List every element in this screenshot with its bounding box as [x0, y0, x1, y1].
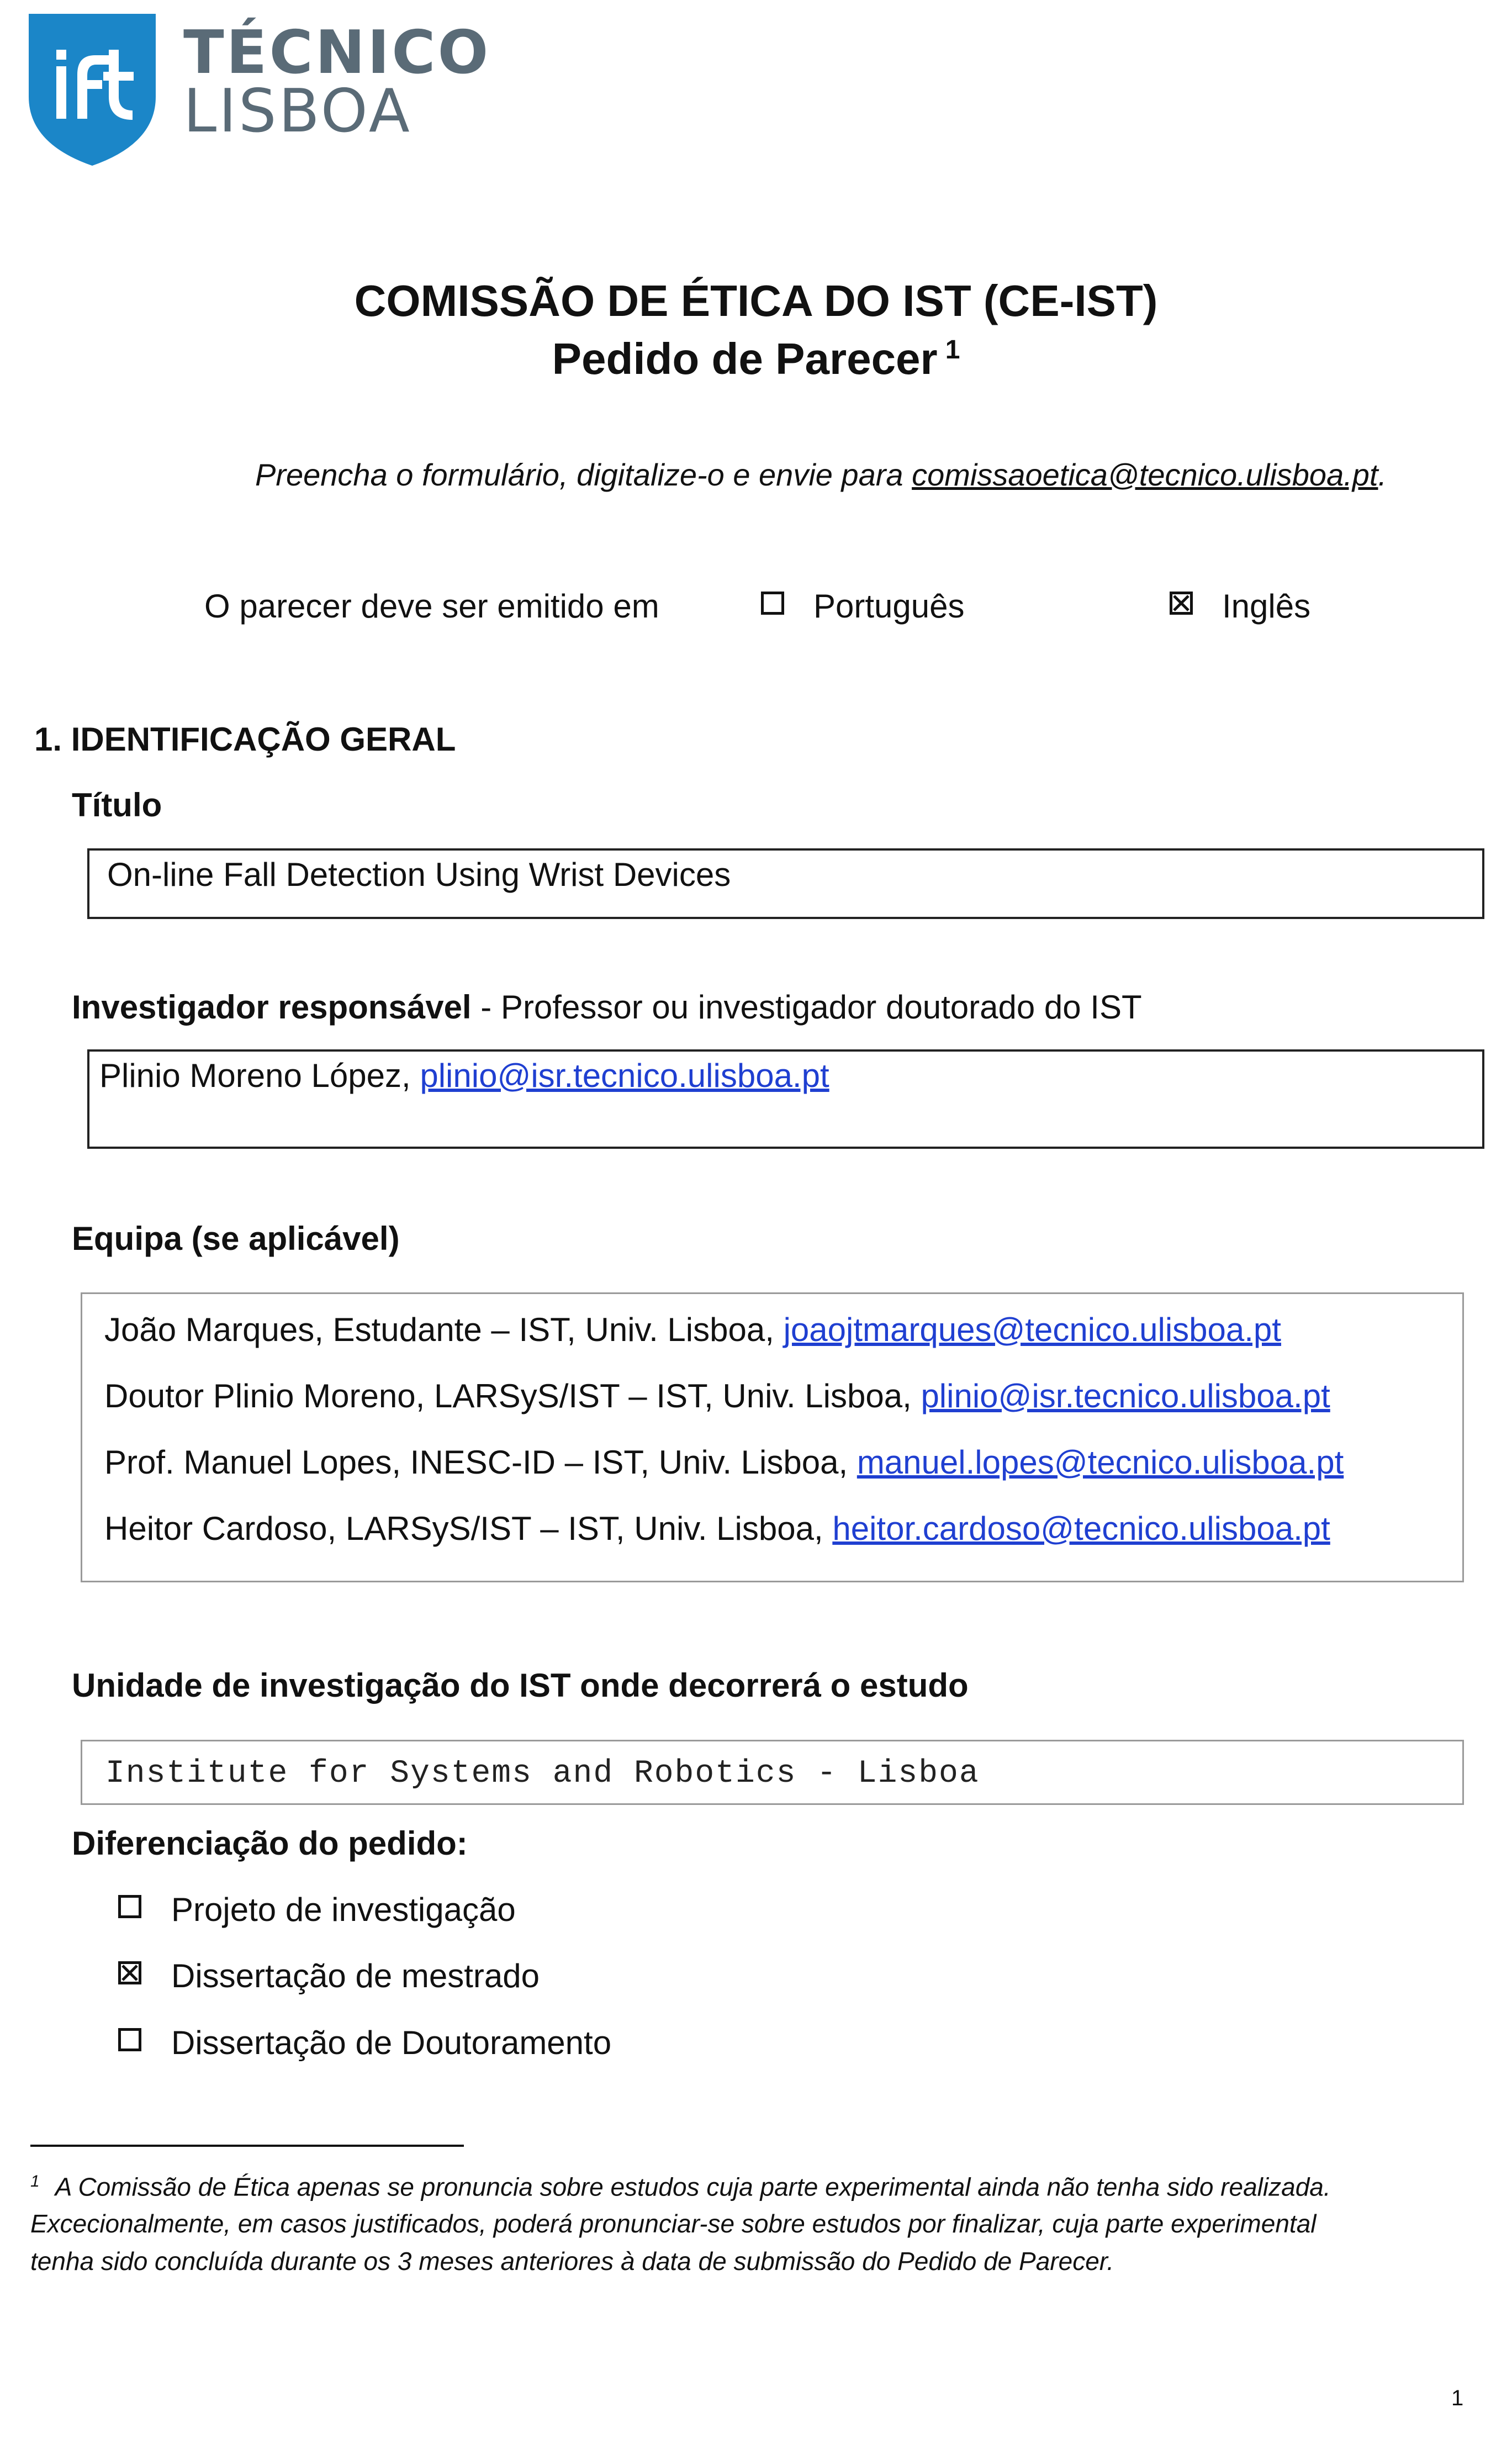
equipa-member — [104, 1313, 1281, 1347]
footnote-text1: A Comissão de Ética apenas se pronuncia sobre estudos cuja parte experimental ainda não tenha sido realizada. — [55, 2172, 1331, 2202]
investigador-name: Plinio Moreno López, — [99, 1057, 420, 1094]
investigador-label: Investigador responsável — [72, 989, 472, 1026]
projeto-checkbox[interactable] — [118, 1895, 141, 1918]
unidade-value: Institute for Systems and Robotics - Lisboa — [105, 1756, 980, 1792]
check-x-icon — [121, 1964, 139, 1982]
section-heading: 1. IDENTIFICAÇÃO GERAL — [34, 721, 456, 758]
footnote-line3: tenha sido concluída durante os 3 meses anteriores à data de submissão do Pedido de Parecer. — [30, 2247, 1114, 2276]
member-email-link[interactable]: heitor.cardoso@tecnico.ulisboa.pt — [832, 1510, 1330, 1547]
check-x-icon — [1172, 594, 1190, 612]
portugues-label: Português — [813, 588, 965, 625]
mestrado-checkbox[interactable] — [118, 1961, 141, 1984]
equipa-field[interactable] — [81, 1292, 1464, 1582]
footnote-line2: Excecionalmente, em casos justificados, poderá pronunciar-se sobre estudos por finalizar, cuja parte experimental — [30, 2209, 1317, 2238]
member-email-link[interactable]: manuel.lopes@tecnico.ulisboa.pt — [857, 1444, 1344, 1481]
titulo-value: On-line Fall Detection Using Wrist Devices — [107, 856, 731, 893]
equipa-member — [104, 1512, 1330, 1545]
titulo-field[interactable] — [87, 848, 1484, 919]
instruction — [255, 457, 1387, 492]
portugues-checkbox[interactable] — [761, 592, 784, 615]
investigador-field[interactable] — [87, 1049, 1484, 1149]
equipa-member — [104, 1446, 1344, 1479]
unidade-label: Unidade de investigação do IST onde decorrerá o estudo — [72, 1667, 969, 1704]
page-title — [0, 276, 1512, 325]
title-line1: COMISSÃO DE ÉTICA DO IST (CE-IST) — [354, 276, 1158, 325]
diferenciacao-label: Diferenciação do pedido: — [72, 1825, 468, 1862]
instruction-email-link[interactable]: comissaoetica@tecnico.ulisboa.pt — [912, 457, 1378, 492]
brand-line1: TÉCNICO — [183, 18, 491, 87]
ingles-checkbox[interactable] — [1170, 592, 1193, 615]
projeto-label: Projeto de investigação — [171, 1891, 516, 1928]
investigador-line — [72, 991, 1142, 1024]
ist-logo — [29, 14, 156, 166]
mestrado-label: Dissertação de mestrado — [171, 1957, 540, 1994]
equipa-member — [104, 1377, 1330, 1414]
member-text: Heitor Cardoso, LARSyS/IST – IST, Univ. Lisboa, — [104, 1510, 833, 1547]
member-text: Prof. Manuel Lopes, INESC-ID – IST, Univ. Lisboa, — [104, 1444, 857, 1481]
ingles-label: Inglês — [1222, 588, 1311, 625]
page-subtitle — [0, 334, 1512, 383]
instruction-text: Preencha o formulário, digitalize-o e envie para — [255, 457, 912, 492]
member-text: Doutor Plinio Moreno, LARSyS/IST – IST, Univ. Lisboa, — [104, 1377, 921, 1414]
member-email-link[interactable]: joaojtmarques@tecnico.ulisboa.pt — [783, 1311, 1281, 1348]
unidade-field[interactable] — [81, 1740, 1464, 1805]
footnote-divider — [30, 2145, 464, 2147]
instruction-end: . — [1378, 457, 1387, 492]
investigador-hint: - Professor ou investigador doutorado do IST — [471, 989, 1142, 1026]
footnote-ref: 1 — [945, 335, 960, 365]
member-email-link[interactable]: plinio@isr.tecnico.ulisboa.pt — [921, 1377, 1330, 1414]
page-number: 1 — [1451, 2386, 1464, 2410]
investigador-value — [99, 1059, 829, 1092]
equipa-label: Equipa (se aplicável) — [72, 1220, 400, 1257]
ist-shield-icon — [29, 14, 156, 166]
footnote-line1 — [30, 2172, 1331, 2202]
doutoramento-label: Dissertação de Doutoramento — [171, 2024, 612, 2061]
footnote-marker: 1 — [30, 2172, 40, 2190]
title-line2: Pedido de Parecer — [552, 334, 938, 383]
investigador-email-link[interactable]: plinio@isr.tecnico.ulisboa.pt — [420, 1057, 829, 1094]
language-label: O parecer deve ser emitido em — [204, 588, 659, 625]
member-text: João Marques, Estudante – IST, Univ. Lisboa, — [104, 1311, 784, 1348]
brand-line2: LISBOA — [183, 77, 412, 146]
titulo-label: Título — [72, 786, 162, 823]
doutoramento-checkbox[interactable] — [118, 2028, 141, 2051]
